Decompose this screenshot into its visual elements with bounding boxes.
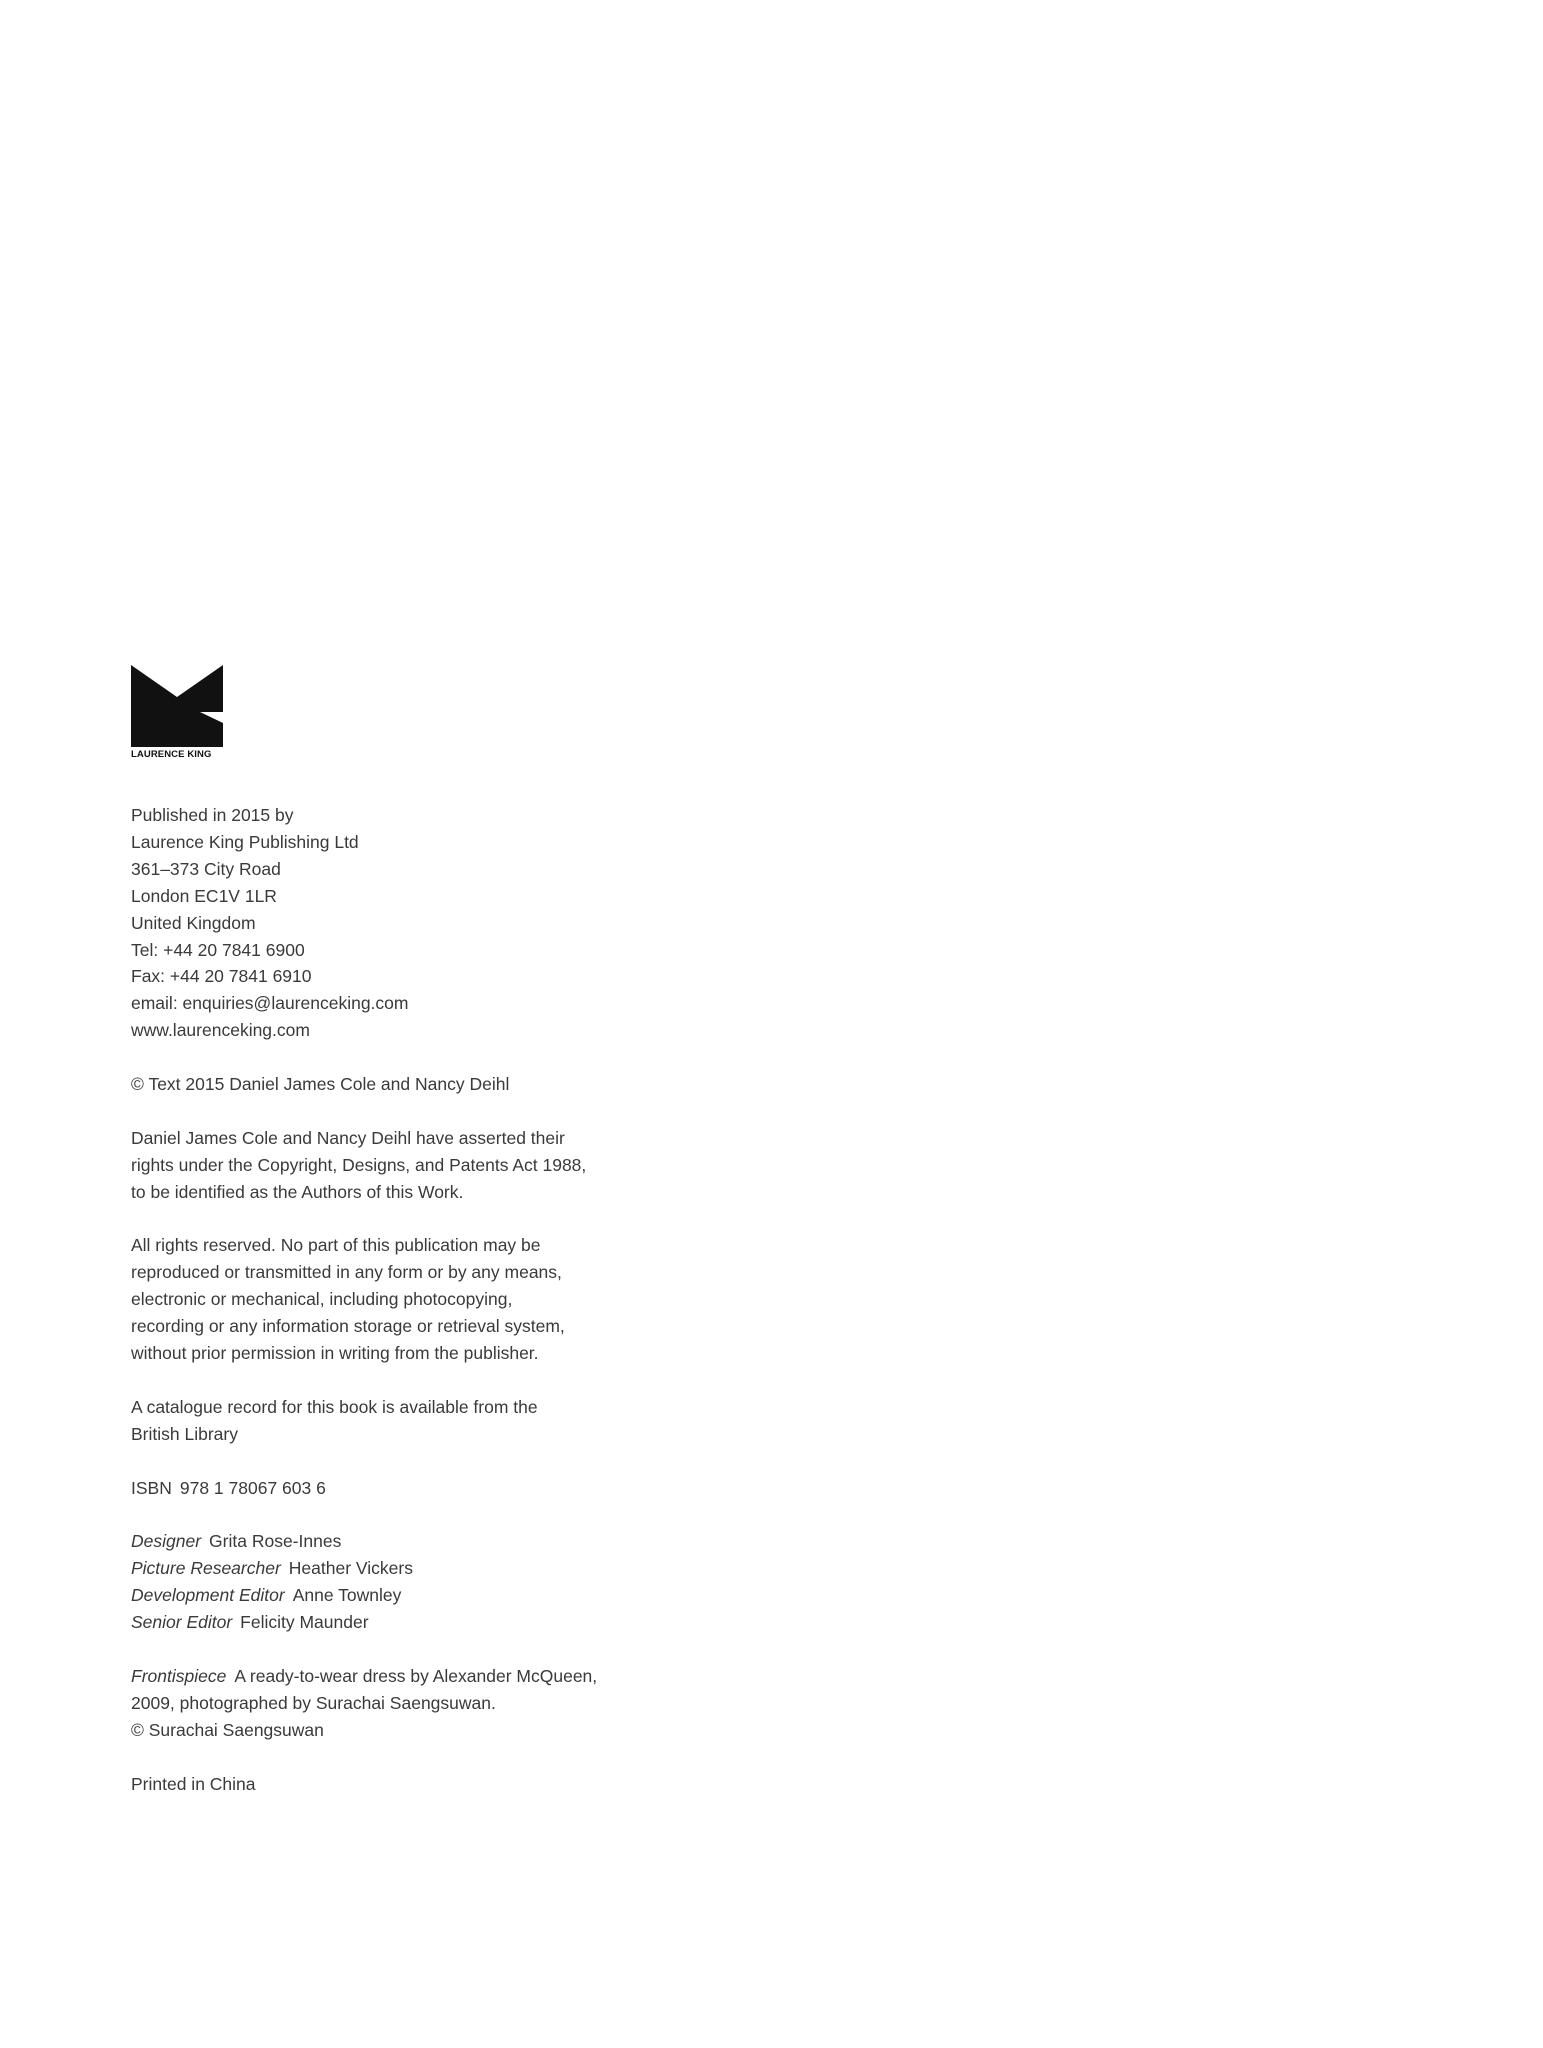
rights-line: All rights reserved. No part of this publication may be	[131, 1235, 541, 1256]
logo-text: LAURENCE KING	[131, 749, 212, 760]
assertion-block	[131, 1125, 651, 1206]
rights-line: without prior permission in writing from the publisher.	[131, 1343, 539, 1364]
credit-role: Designer	[131, 1531, 202, 1552]
credit-line	[131, 1582, 651, 1609]
publisher-line: email: enquiries@laurenceking.com	[131, 993, 409, 1014]
publisher-address-block	[131, 802, 651, 1044]
publisher-line: Published in 2015 by	[131, 805, 294, 825]
isbn-block	[131, 1475, 651, 1502]
assertion-line: Daniel James Cole and Nancy Deihl have asserted their	[131, 1127, 565, 1148]
publisher-line: Laurence King Publishing Ltd	[131, 831, 359, 852]
laurence-king-k-logo-icon	[131, 665, 223, 747]
credit-name: Anne Townley	[292, 1585, 402, 1606]
isbn-line	[131, 1475, 651, 1502]
publisher-line: London EC1V 1LR	[131, 885, 277, 906]
assertion-line: to be identified as the Authors of this Work.	[131, 1181, 464, 1202]
copyright-page-text	[131, 802, 651, 1824]
rights-line: electronic or mechanical, including photocopying,	[131, 1289, 513, 1310]
credit-name: Grita Rose-Innes	[209, 1531, 342, 1552]
isbn-value: 978 1 78067 603 6	[179, 1477, 326, 1498]
publisher-line: www.laurenceking.com	[131, 1020, 310, 1041]
publisher-line: 361–373 City Road	[131, 858, 281, 879]
rights-block	[131, 1232, 651, 1367]
credit-name: Heather Vickers	[288, 1558, 413, 1579]
credit-line	[131, 1609, 651, 1636]
credit-line	[131, 1555, 651, 1582]
frontispiece-credit: © Surachai Saengsuwan	[131, 1719, 324, 1740]
isbn-label: ISBN	[131, 1477, 172, 1498]
copyright-block	[131, 1071, 651, 1098]
printed-block	[131, 1771, 651, 1798]
assertion-line: rights under the Copyright, Designs, and Patents Act 1988,	[131, 1154, 587, 1175]
rights-line: reproduced or transmitted in any form or by any means,	[131, 1262, 562, 1283]
rights-line: recording or any information storage or retrieval system,	[131, 1316, 565, 1337]
credit-role: Development Editor	[131, 1585, 285, 1606]
publisher-logo	[131, 665, 223, 760]
catalogue-line: British Library	[131, 1423, 238, 1444]
printed-in: Printed in China	[131, 1773, 256, 1794]
catalogue-line: A catalogue record for this book is available from the	[131, 1396, 538, 1417]
publisher-line: Tel: +44 20 7841 6900	[131, 939, 305, 960]
catalogue-block	[131, 1394, 651, 1448]
frontispiece-block	[131, 1663, 651, 1744]
credit-line	[131, 1528, 651, 1555]
credits-block	[131, 1528, 651, 1636]
copyright-notice: © Text 2015 Daniel James Cole and Nancy Deihl	[131, 1074, 510, 1095]
credit-role: Senior Editor	[131, 1612, 233, 1633]
frontispiece-label: Frontispiece	[131, 1665, 227, 1686]
credit-name: Felicity Maunder	[240, 1612, 369, 1633]
publisher-line: Fax: +44 20 7841 6910	[131, 966, 312, 987]
frontispiece-line: 2009, photographed by Surachai Saengsuwan.	[131, 1692, 496, 1713]
frontispiece-text: A ready-to-wear dress by Alexander McQueen,	[234, 1665, 598, 1686]
frontispiece-line	[131, 1663, 651, 1690]
publisher-line: United Kingdom	[131, 912, 256, 933]
credit-role: Picture Researcher	[131, 1558, 281, 1579]
